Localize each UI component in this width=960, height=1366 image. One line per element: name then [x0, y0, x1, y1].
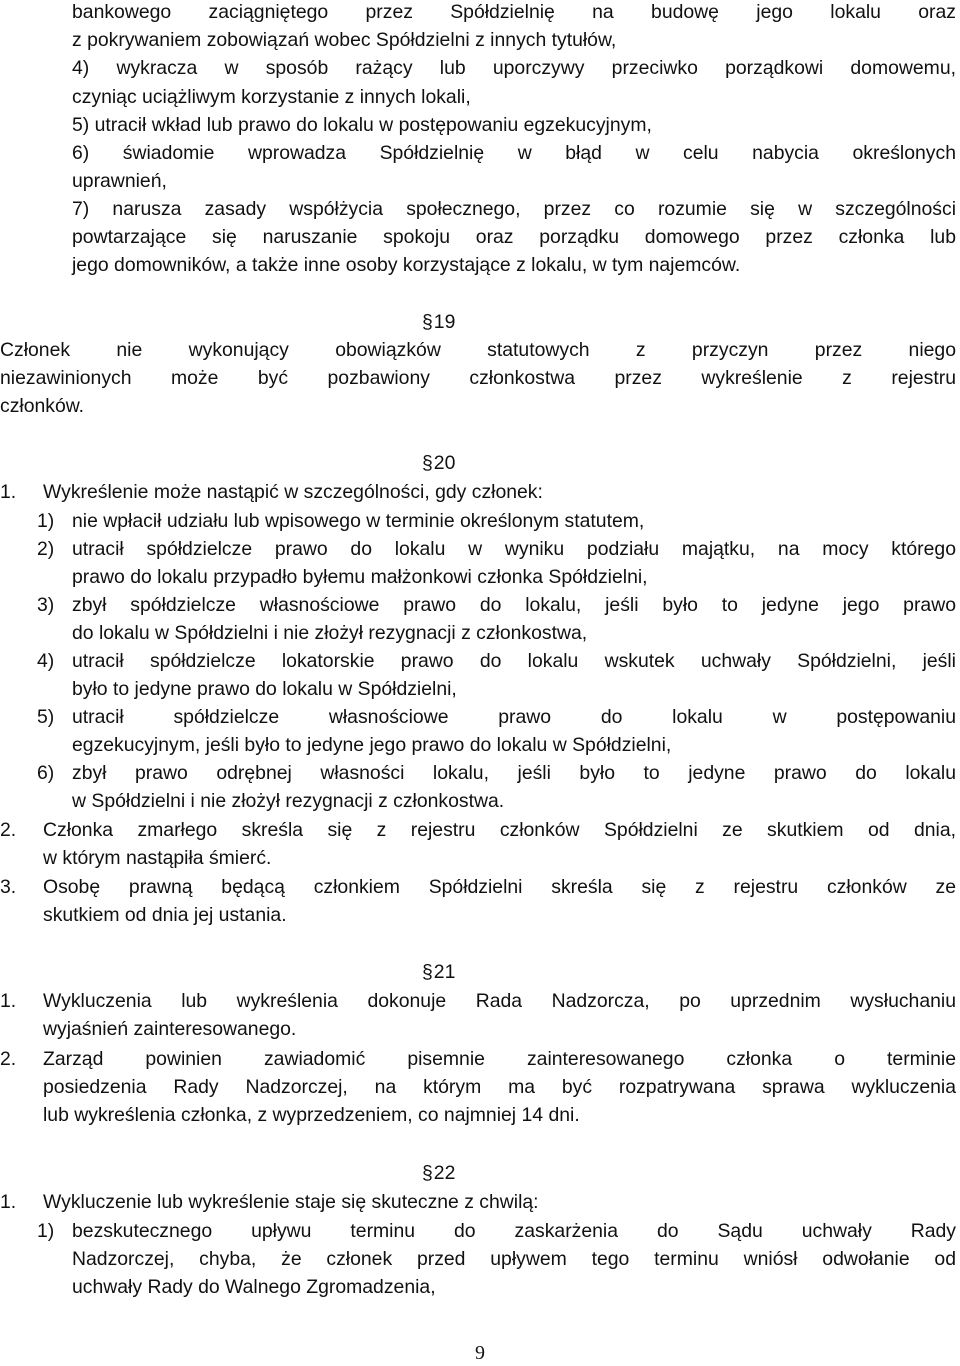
text-line: 7) narusza zasady współżycia społecznego, przez co rozumie się w szczególności: [72, 198, 956, 220]
text-line: 4) wykracza w sposób rażący lub uporczywy przeciwko porządkowi domowemu,: [72, 57, 956, 79]
text-line: do lokalu w Spółdzielni i nie złożył rezygnacji z członkostwa,: [72, 622, 588, 644]
item-number: 1): [37, 1220, 55, 1242]
text-line: nie wpłacił udziału lub wpisowego w terminie określonym statutem,: [72, 510, 645, 532]
text-line: lub wykreślenia członka, z wyprzedzeniem, co najmniej 14 dni.: [43, 1104, 580, 1126]
text-line: skutkiem od dnia jej ustania.: [43, 904, 287, 926]
paragraph-number: 3.: [0, 876, 17, 898]
text-line: utracił spółdzielcze lokatorskie prawo do lokalu wskutek uchwały Spółdzielni, jeśli: [72, 650, 956, 672]
paragraph-number: 1.: [0, 1191, 17, 1213]
text-line: egzekucyjnym, jeśli było to jedyne jego prawo do lokalu w Spółdzielni,: [72, 734, 672, 756]
text-line: w którym nastąpiła śmierć.: [43, 847, 272, 869]
text-line: Członek nie wykonujący obowiązków statutowych z przyczyn przez niego: [0, 339, 956, 361]
text-line: zbył prawo odrębnej własności lokalu, jeśli było to jedyne prawo do lokalu: [72, 762, 956, 784]
text-line: bezskutecznego upływu terminu do zaskarżenia do Sądu uchwały Rady: [72, 1220, 956, 1242]
text-line: Zarząd powinien zawiadomić pisemnie zainteresowanego członka o terminie: [43, 1048, 956, 1070]
text-line: Wykluczenia lub wykreślenia dokonuje Rada Nadzorcza, po uprzednim wysłuchaniu: [43, 990, 956, 1012]
text-line: Członka zmarłego skreśla się z rejestru członków Spółdzielni ze skutkiem od dnia,: [43, 819, 956, 841]
text-line: utracił spółdzielcze prawo do lokalu w wyniku podziału majątku, na mocy którego: [72, 538, 956, 560]
text-line: uchwały Rady do Walnego Zgromadzenia,: [72, 1276, 436, 1298]
text-line: było to jedyne prawo do lokalu w Spółdzielni,: [72, 678, 457, 700]
text-line: w Spółdzielni i nie złożył rezygnacji z członkostwa.: [72, 790, 505, 812]
text-line: utracił spółdzielcze własnościowe prawo do lokalu w postępowaniu: [72, 706, 956, 728]
item-number: 5): [37, 706, 55, 728]
text-line: zbył spółdzielcze własnościowe prawo do lokalu, jeśli było to jedyne jego prawo: [72, 594, 956, 616]
text-line: Wykreślenie może nastąpić w szczególności, gdy członek:: [43, 481, 543, 503]
text-line: wyjaśnień zainteresowanego.: [43, 1018, 297, 1040]
section-heading-21: §21: [422, 961, 456, 983]
text-line: niezawinionych może być pozbawiony członkostwa przez wykreślenie z rejestru: [0, 367, 956, 389]
text-line: prawo do lokalu przypadło byłemu małżonkowi członka Spółdzielni,: [72, 566, 648, 588]
text-line: z pokrywaniem zobowiązań wobec Spółdzielni z innych tytułów,: [72, 29, 617, 51]
text-line: członków.: [0, 395, 85, 417]
text-line: czyniąc uciążliwym korzystanie z innych lokali,: [72, 86, 471, 108]
item-number: 2): [37, 538, 55, 560]
text-line: powtarzające się naruszanie spokoju oraz porządku domowego przez członka lub: [72, 226, 956, 248]
section-heading-20: §20: [422, 452, 456, 474]
text-line: 5) utracił wkład lub prawo do lokalu w postępowaniu egzekucyjnym,: [72, 114, 652, 136]
paragraph-number: 1.: [0, 990, 17, 1012]
text-line: bankowego zaciągniętego przez Spółdzielnię na budowę jego lokalu oraz: [72, 1, 956, 23]
text-line: uprawnień,: [72, 170, 167, 192]
text-line: Nadzorczej, chyba, że członek przed upływem tego terminu wniósł odwołanie od: [72, 1248, 956, 1270]
text-line: jego domowników, a także inne osoby korzystające z lokalu, w tym najemców.: [72, 254, 741, 276]
text-line: Wykluczenie lub wykreślenie staje się skuteczne z chwilą:: [43, 1191, 539, 1213]
paragraph-number: 1.: [0, 481, 17, 503]
section-heading-19: §19: [422, 311, 456, 333]
item-number: 1): [37, 510, 55, 532]
section-heading-22: §22: [422, 1162, 456, 1184]
text-line: Osobę prawną będącą członkiem Spółdzielni skreśla się z rejestru członków ze: [43, 876, 956, 898]
item-number: 6): [37, 762, 55, 784]
text-line: posiedzenia Rady Nadzorczej, na którym ma być rozpatrywana sprawa wykluczenia: [43, 1076, 956, 1098]
paragraph-number: 2.: [0, 819, 17, 841]
page-number: 9: [475, 1342, 485, 1364]
text-line: 6) świadomie wprowadza Spółdzielnię w błąd w celu nabycia określonych: [72, 142, 956, 164]
paragraph-number: 2.: [0, 1048, 17, 1070]
item-number: 3): [37, 594, 55, 616]
item-number: 4): [37, 650, 55, 672]
